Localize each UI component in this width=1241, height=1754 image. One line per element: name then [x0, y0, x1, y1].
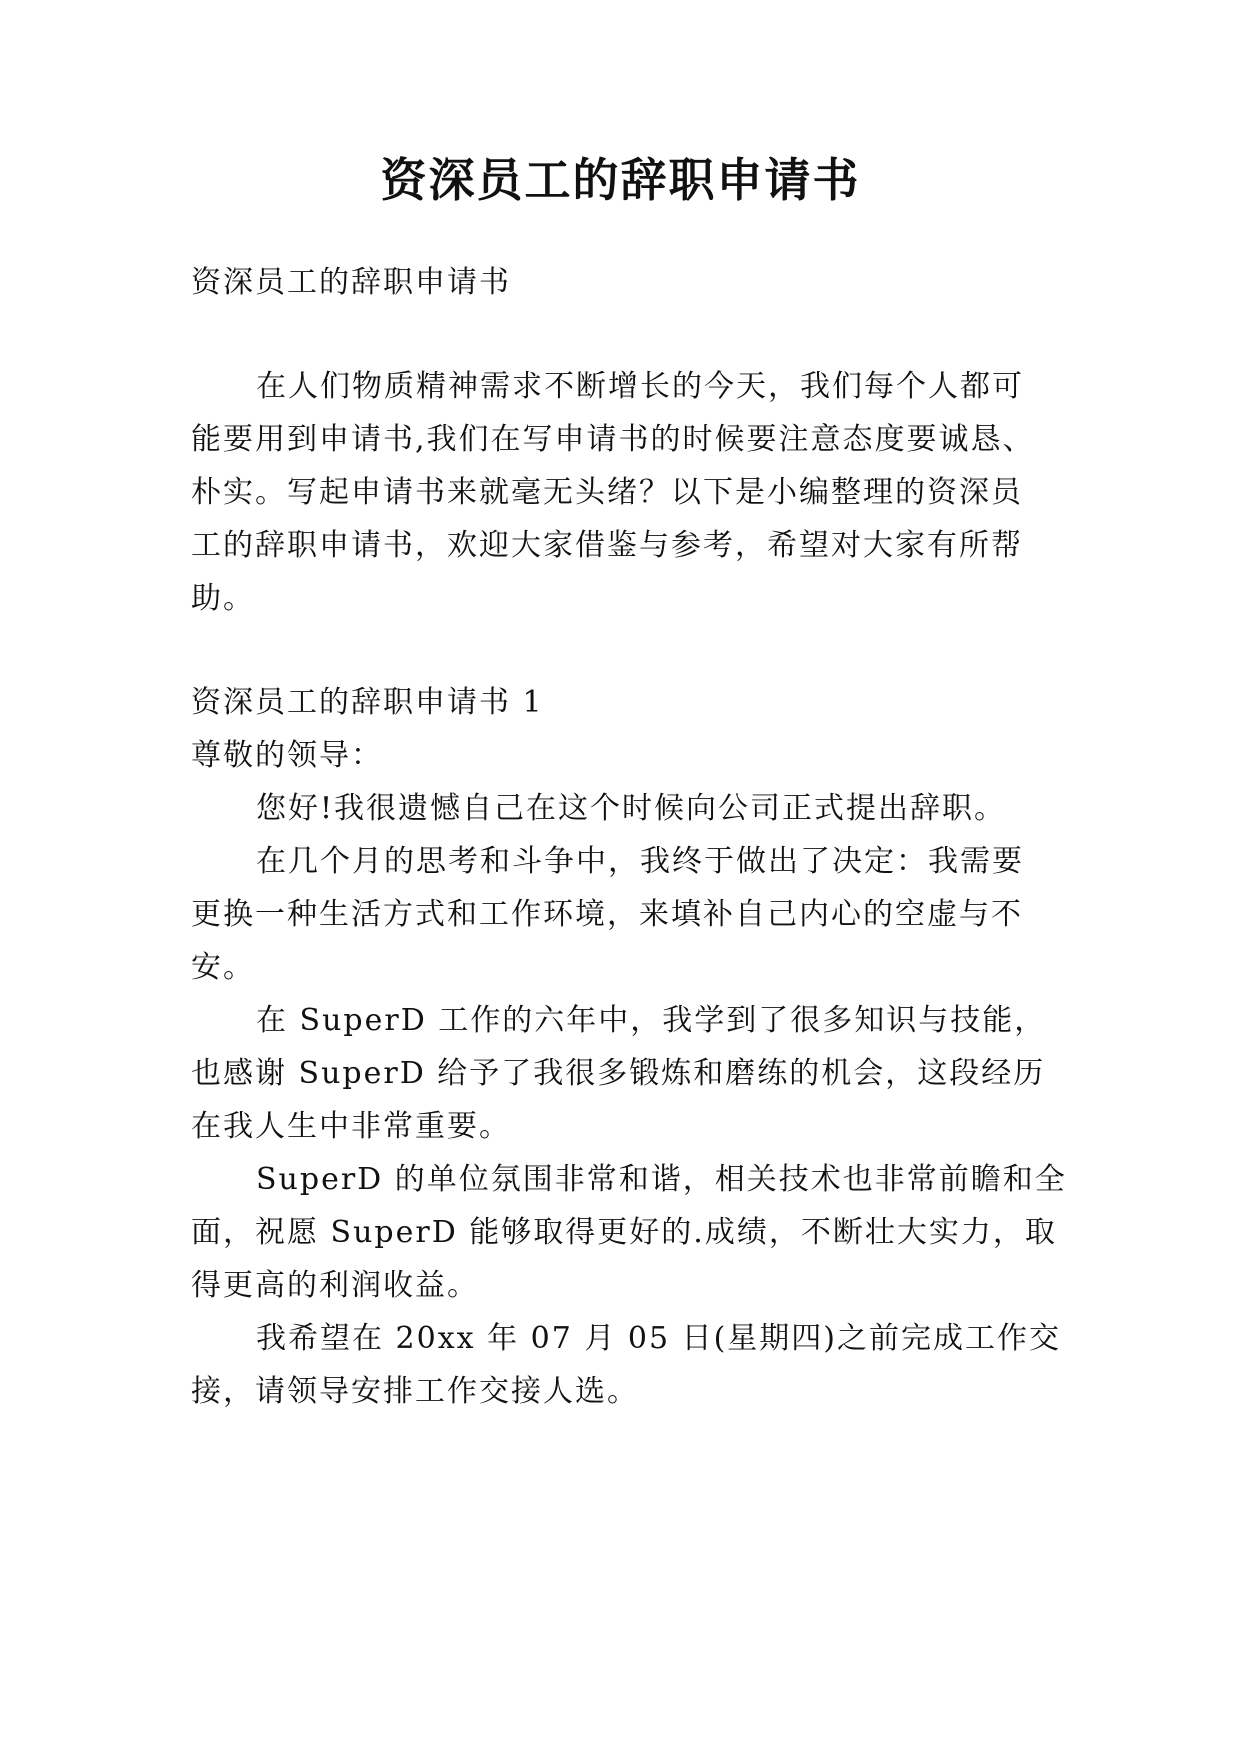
body-line: 得更高的利润收益。: [191, 1268, 479, 1303]
section-heading: 资深员工的辞职申请书 1: [191, 685, 544, 720]
body-line: 面，祝愿 SuperD 能够取得更好的.成绩，不断壮大实力，取: [191, 1215, 1057, 1250]
body-line: 在 SuperD 工作的六年中，我学到了很多知识与技能，: [256, 1003, 1047, 1038]
body-line: 安。: [191, 950, 255, 985]
intro-line: 助。: [191, 581, 255, 616]
intro-line: 朴实。写起申请书来就毫无头绪？以下是小编整理的资深员: [191, 475, 1023, 510]
intro-line: 工的辞职申请书，欢迎大家借鉴与参考，希望对大家有所帮: [191, 528, 1023, 563]
document-subtitle: 资深员工的辞职申请书: [191, 265, 511, 300]
body-line: 您好!我很遗憾自己在这个时候向公司正式提出辞职。: [256, 791, 1007, 826]
body-line: 在我人生中非常重要。: [191, 1109, 511, 1144]
body-line: 也感谢 SuperD 给予了我很多锻炼和磨练的机会，这段经历: [191, 1056, 1046, 1091]
intro-line: 能要用到申请书,我们在写申请书的时候要注意态度要诚恳、: [191, 422, 1035, 457]
body-line: 接，请领导安排工作交接人选。: [191, 1374, 639, 1409]
body-line: 在几个月的思考和斗争中，我终于做出了决定：我需要: [256, 844, 1024, 879]
document-title: 资深员工的辞职申请书: [380, 153, 861, 207]
salutation: 尊敬的领导：: [191, 738, 383, 773]
body-line: SuperD 的单位氛围非常和谐，相关技术也非常前瞻和全: [256, 1162, 1067, 1197]
body-line: 我希望在 20xx 年 07 月 05 日(星期四)之前完成工作交: [256, 1321, 1061, 1356]
intro-line: 在人们物质精神需求不断增长的今天，我们每个人都可: [256, 369, 1024, 404]
body-line: 更换一种生活方式和工作环境，来填补自己内心的空虚与不: [191, 897, 1023, 932]
